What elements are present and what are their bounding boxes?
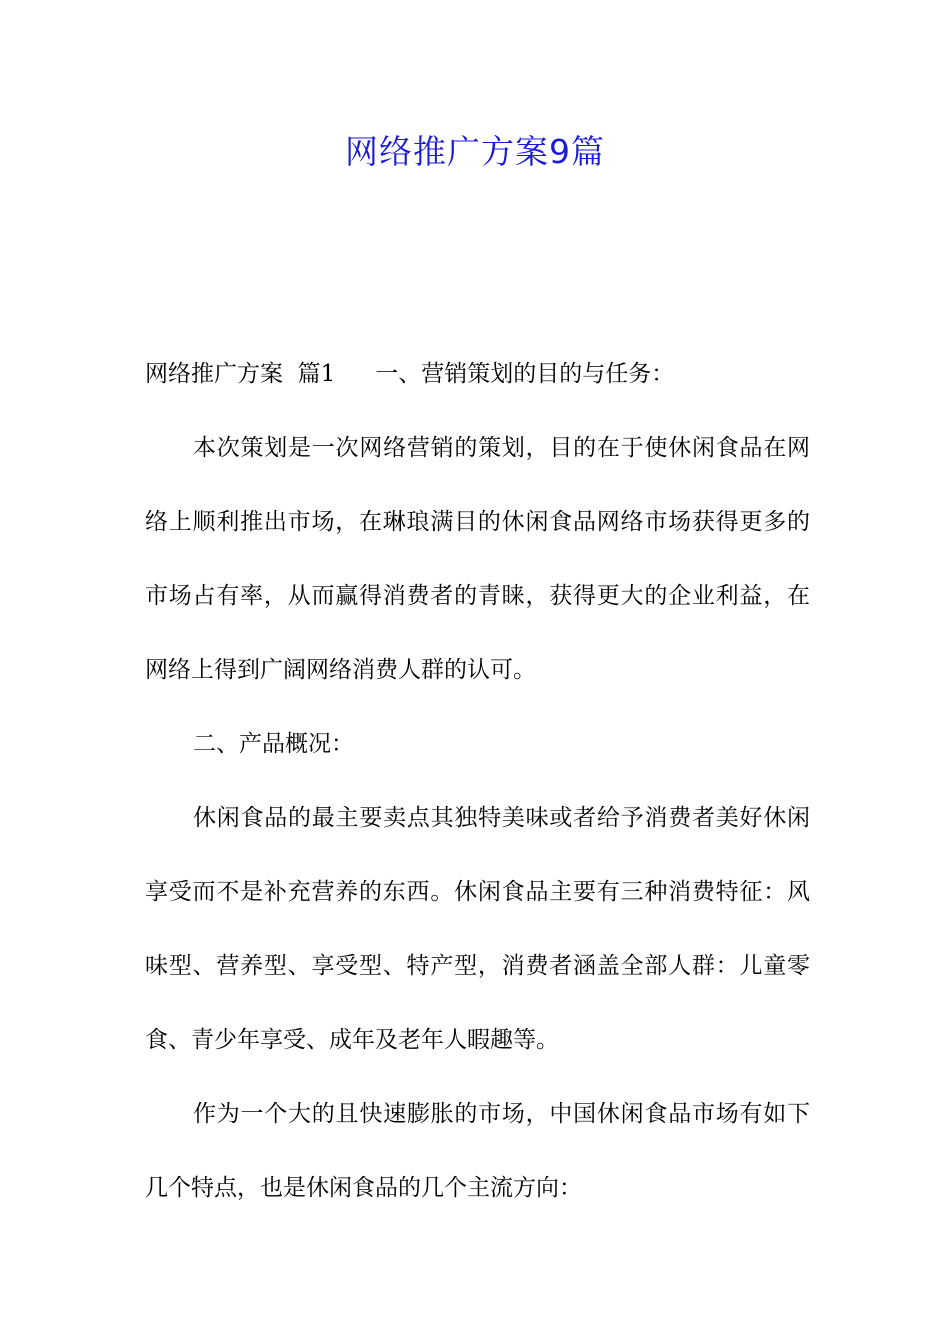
first-line (145, 337, 810, 411)
paragraph-product-overview: 休闲食品的最主要卖点其独特美味或者给予消费者美好休闲享受而不是补充营养的东西。休闲食品主要有三种消费特征：风味型、营养型、享受型、特产型，消费者涵盖全部人群：儿童零食、青少年享受、成年及老年人暇趣等。 (145, 805, 810, 1053)
section-heading-2: 二、产品概况： (193, 731, 354, 757)
article-heading: 网络推广方案 篇1 (145, 361, 336, 387)
paragraph-purpose: 本次策划是一次网络营销的策划，目的在于使休闲食品在网络上顺利推出市场，在琳琅满目的休闲食品网络市场获得更多的市场占有率，从而赢得消费者的青睐，获得更大的企业利益，在网络上得到广阔网络消费人群的认可。 (145, 435, 810, 683)
section-heading-1: 一、营销策划的目的与任务： (375, 361, 675, 387)
paragraph-market-features: 作为一个大的且快速膨胀的市场，中国休闲食品市场有如下几个特点，也是休闲食品的几个主流方向： (145, 1101, 810, 1201)
document-body (145, 337, 810, 1225)
document-title: 网络推广方案9篇 (345, 132, 605, 171)
